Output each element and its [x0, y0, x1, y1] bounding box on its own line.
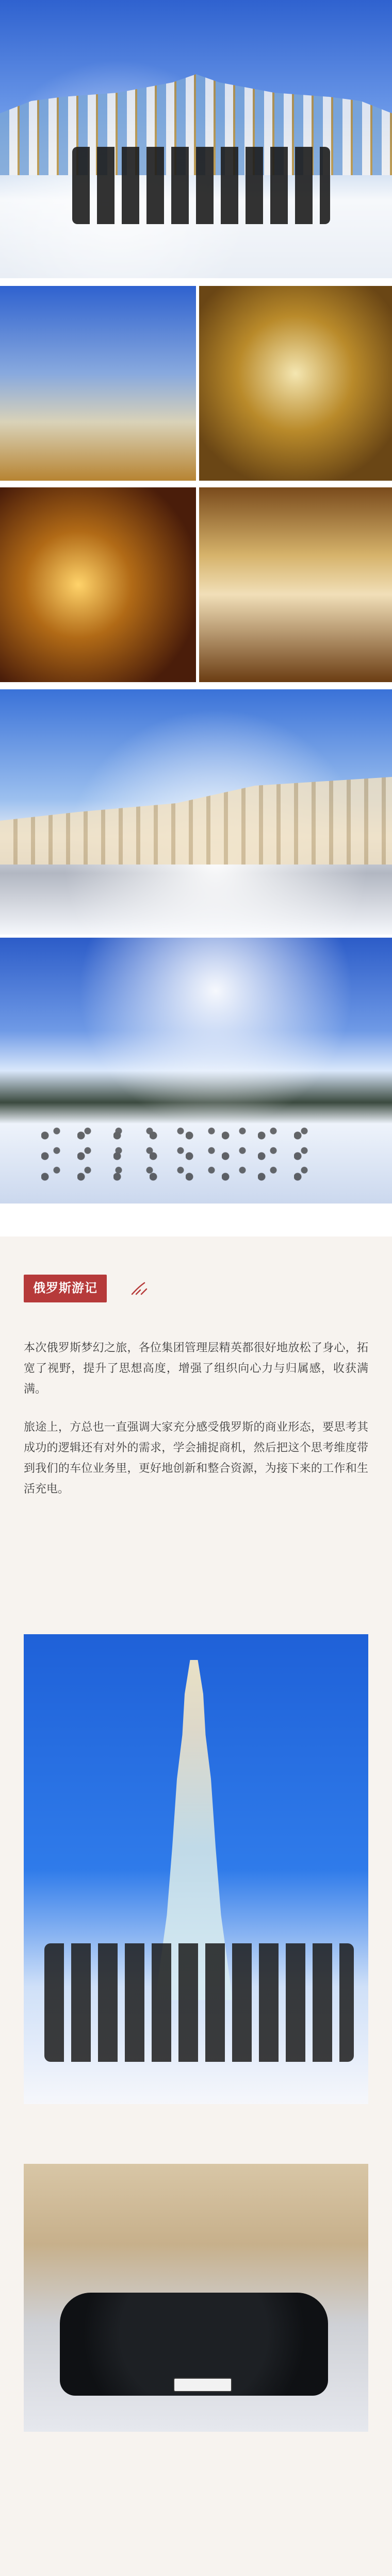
paragraph-2: 旅途上，方总也一直强调大家充分感受俄罗斯的商业形态，要思考其成功的逻辑还有对外的需求，学会捕捉商机，然后把这个思考维度带到我们的车位业务里，更好地创新和整合资源，为接下来的工作和生活充电。: [24, 1420, 368, 1495]
monastery-group-photo: [24, 1634, 368, 2104]
section-header: [24, 1275, 158, 1302]
catherine-palace-group-photo: [0, 0, 392, 278]
golden-hall-photo: [199, 286, 392, 481]
paragraph-1: 本次俄罗斯梦幻之旅，各位集团管理层精英都很好地放松了身心，拓宽了视野，提升了思想高度，增强了组织向心力与归属感，收获满满。: [24, 1341, 368, 1395]
frozen-lake-birds-photo: [0, 938, 392, 1204]
pen-icon: [129, 1281, 150, 1296]
palace-interior-photo: [199, 487, 392, 682]
section-title: 俄罗斯游记: [24, 1275, 107, 1302]
fountain-staircase-photo: [0, 689, 392, 935]
church-domes-photo: [0, 286, 196, 481]
amber-room-photo: [0, 487, 196, 682]
chinese-car-street-photo: [24, 2164, 368, 2432]
